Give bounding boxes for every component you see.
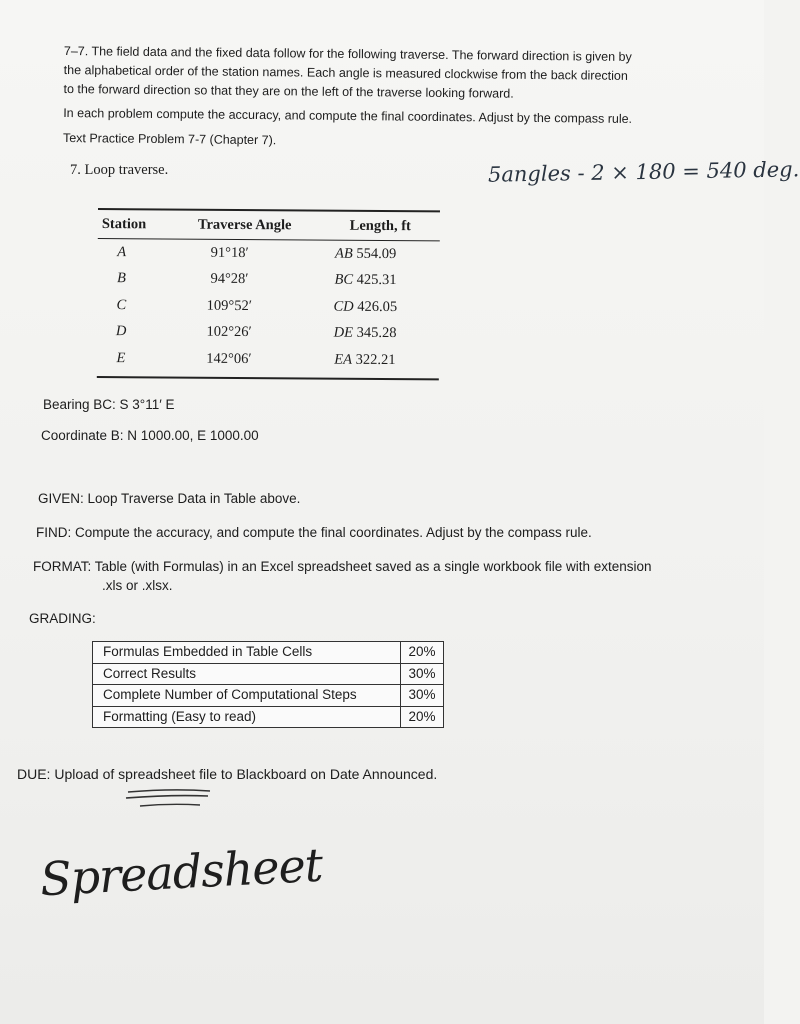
problem-title: 7. Loop traverse. — [70, 162, 169, 178]
bearing-bc: Bearing BC: S 3°11′ E — [43, 397, 175, 412]
station-cell: A — [117, 243, 127, 260]
grading-weight: 20% — [408, 644, 436, 659]
line-name: DE — [333, 324, 354, 342]
format-line-2: .xls or .xlsx. — [102, 578, 173, 593]
length-cell — [295, 272, 435, 290]
grading-row — [93, 707, 443, 728]
handwritten-underline-marks — [122, 782, 222, 812]
station-cell: E — [116, 349, 126, 366]
grading-weight: 30% — [408, 687, 436, 702]
line-name: EA — [334, 351, 353, 368]
length-value: 554.09 — [356, 245, 397, 262]
grading-weight: 30% — [408, 665, 436, 681]
grading-label: GRADING: — [29, 611, 96, 626]
grading-criterion: Correct Results — [93, 664, 401, 685]
intro-line-4: In each problem compute the accuracy, and compute the final coordinates. Adjust by the compass rule. — [63, 105, 633, 126]
table-row — [97, 265, 439, 294]
grading-criterion: Formatting (Easy to read) — [93, 707, 401, 728]
table-row — [97, 345, 439, 374]
traverse-table — [97, 208, 440, 380]
intro-line-2: the alphabetical order of the station names. Each angle is measured clockwise from the back direction — [63, 62, 628, 83]
table-header-row — [98, 210, 440, 240]
format-line-1: FORMAT: Table (with Formulas) in an Excel spreadsheet saved as a single workbook file with extension — [33, 559, 652, 574]
station-cell: D — [115, 323, 127, 340]
length-cell — [295, 325, 435, 343]
grading-criterion: Complete Number of Computational Steps — [93, 685, 401, 706]
grading-row — [93, 664, 443, 686]
header-length: Length, ft — [349, 217, 411, 234]
intro-line-5: Text Practice Problem 7-7 (Chapter 7). — [62, 130, 277, 148]
intro-line-3: to the forward direction so that they are on the left of the traverse looking forward. — [63, 81, 514, 101]
given-line: GIVEN: Loop Traverse Data in Table above. — [38, 491, 301, 506]
length-value: 425.31 — [356, 272, 397, 289]
problem-intro — [63, 42, 704, 155]
length-cell — [295, 298, 435, 316]
handwritten-angle-note: 5angles - 2 × 180 = 540 deg. — [487, 157, 800, 187]
grading-row — [93, 685, 443, 707]
handwritten-spreadsheet-word: Spreadsheet — [38, 837, 324, 907]
angle-cell: 91°18′ — [210, 244, 249, 261]
angle-cell: 94°28′ — [210, 271, 249, 288]
find-line: FIND: Compute the accuracy, and compute the final coordinates. Adjust by the compass rule. — [36, 525, 592, 540]
table-row — [98, 239, 440, 268]
length-cell — [295, 351, 435, 369]
line-name: BC — [334, 271, 354, 289]
length-value: 426.05 — [357, 298, 398, 315]
table-row — [97, 292, 439, 321]
table-bottom-rule — [97, 375, 439, 379]
grading-table — [92, 641, 444, 728]
line-name: CD — [333, 298, 354, 315]
length-value: 322.21 — [355, 351, 396, 368]
station-cell: C — [116, 296, 127, 313]
length-cell — [296, 245, 436, 263]
header-station: Station — [101, 215, 147, 232]
line-name: AB — [335, 245, 353, 262]
intro-line-1: 7–7. The field data and the fixed data follow for the following traverse. The forward direction is given by — [63, 43, 632, 64]
table-row — [97, 318, 439, 347]
grading-weight: 20% — [408, 708, 436, 724]
angle-cell: 109°52′ — [206, 297, 252, 314]
due-line: DUE: Upload of spreadsheet file to Blackboard on Date Announced. — [17, 766, 438, 782]
angle-cell: 142°06′ — [206, 350, 252, 367]
coordinate-b: Coordinate B: N 1000.00, E 1000.00 — [41, 428, 259, 443]
grading-row — [93, 642, 443, 664]
length-value: 345.28 — [356, 325, 397, 342]
grading-criterion: Formulas Embedded in Table Cells — [93, 642, 401, 663]
station-cell: B — [117, 270, 126, 287]
header-traverse-angle: Traverse Angle — [197, 216, 292, 233]
angle-cell: 102°26′ — [206, 324, 252, 341]
